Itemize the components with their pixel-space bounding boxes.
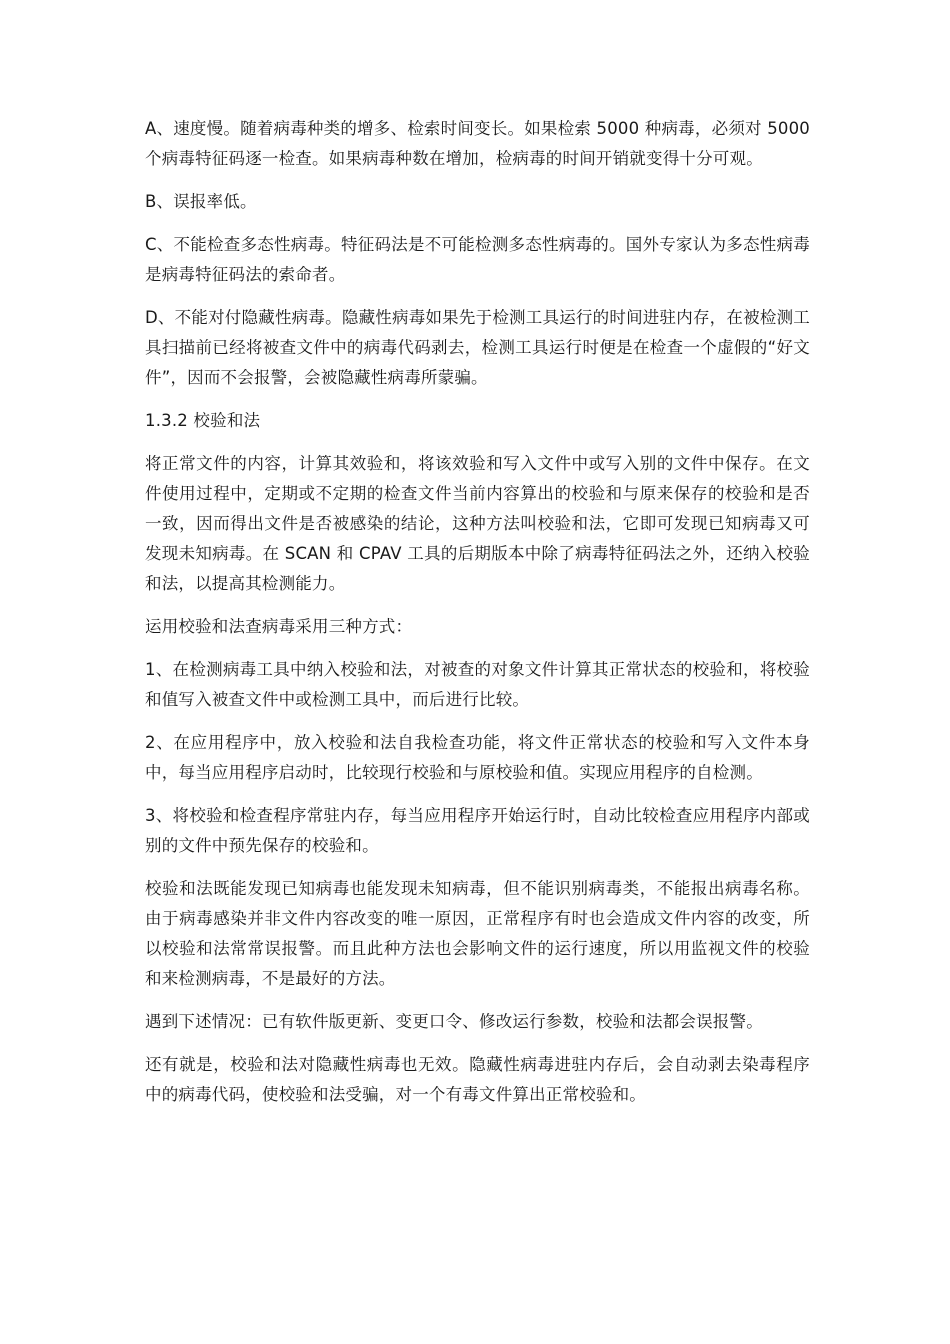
paragraph-false-alarm-cases: 遇到下述情况：已有软件版更新、变更口令、修改运行参数，校验和法都会误报警。: [145, 1012, 763, 1031]
paragraph-b-low-false-alarm: B、误报率低。: [145, 192, 257, 211]
paragraph-checksum-intro: 将正常文件的内容，计算其效验和，将该效验和写入文件中或写入别的文件中保存。在文件使用过程中，定期或不定期的检查文件当前内容算出的校验和与原来保存的校验和是否一致，因而得出文件是否被感染的结论，这种方法叫校验和法，它即可发现已知病毒又可发现未知病毒。在 SCAN 和 CPAV 工具的后期版本中除了病毒特征码法之外，还纳入校验和法，以提高其检测能力。: [145, 454, 810, 593]
document-body: [145, 114, 810, 1123]
paragraph-checksum-limits: 校验和法既能发现已知病毒也能发现未知病毒，但不能识别病毒类，不能报出病毒名称。由于病毒感染并非文件内容改变的唯一原因，正常程序有时也会造成文件内容的改变，所以校验和法常常误报警。而且此种方法也会影响文件的运行速度，所以用监视文件的校验和来检测病毒，不是最好的方法。: [145, 879, 810, 988]
paragraph-c-polymorphic: C、不能检查多态性病毒。特征码法是不可能检测多态性病毒的。国外专家认为多态性病毒是病毒特征码法的索命者。: [145, 235, 810, 284]
paragraph-method-2: 2、在应用程序中，放入校验和法自我检查功能，将文件正常状态的校验和写入文件本身中，每当应用程序启动时，比较现行校验和与原校验和值。实现应用程序的自检测。: [145, 733, 810, 782]
paragraph-three-methods: 运用校验和法查病毒采用三种方式：: [145, 617, 413, 636]
paragraph-d-stealth: D、不能对付隐藏性病毒。隐藏性病毒如果先于检测工具运行的时间进驻内存，在被检测工具扫描前已经将被查文件中的病毒代码剥去，检测工具运行时便是在检查一个虚假的“好文件”，因而不会报警，会被隐藏性病毒所蒙骗。: [145, 308, 810, 387]
paragraph-a-slow-speed: A、速度慢。随着病毒种类的增多、检索时间变长。如果检索 5000 种病毒，必须对 5000 个病毒特征码逐一检查。如果病毒种数在增加，检病毒的时间开销就变得十分可观。: [145, 119, 810, 168]
paragraph-method-3: 3、将校验和检查程序常驻内存，每当应用程序开始运行时，自动比较检查应用程序内部或别的文件中预先保存的校验和。: [145, 806, 810, 855]
section-heading-checksum: 1.3.2 校验和法: [145, 411, 261, 430]
paragraph-stealth-ineffective: 还有就是，校验和法对隐藏性病毒也无效。隐藏性病毒进驻内存后，会自动剥去染毒程序中的病毒代码，使校验和法受骗，对一个有毒文件算出正常校验和。: [145, 1055, 810, 1104]
paragraph-method-1: 1、在检测病毒工具中纳入校验和法，对被查的对象文件计算其正常状态的校验和，将校验和值写入被查文件中或检测工具中，而后进行比较。: [145, 660, 810, 709]
